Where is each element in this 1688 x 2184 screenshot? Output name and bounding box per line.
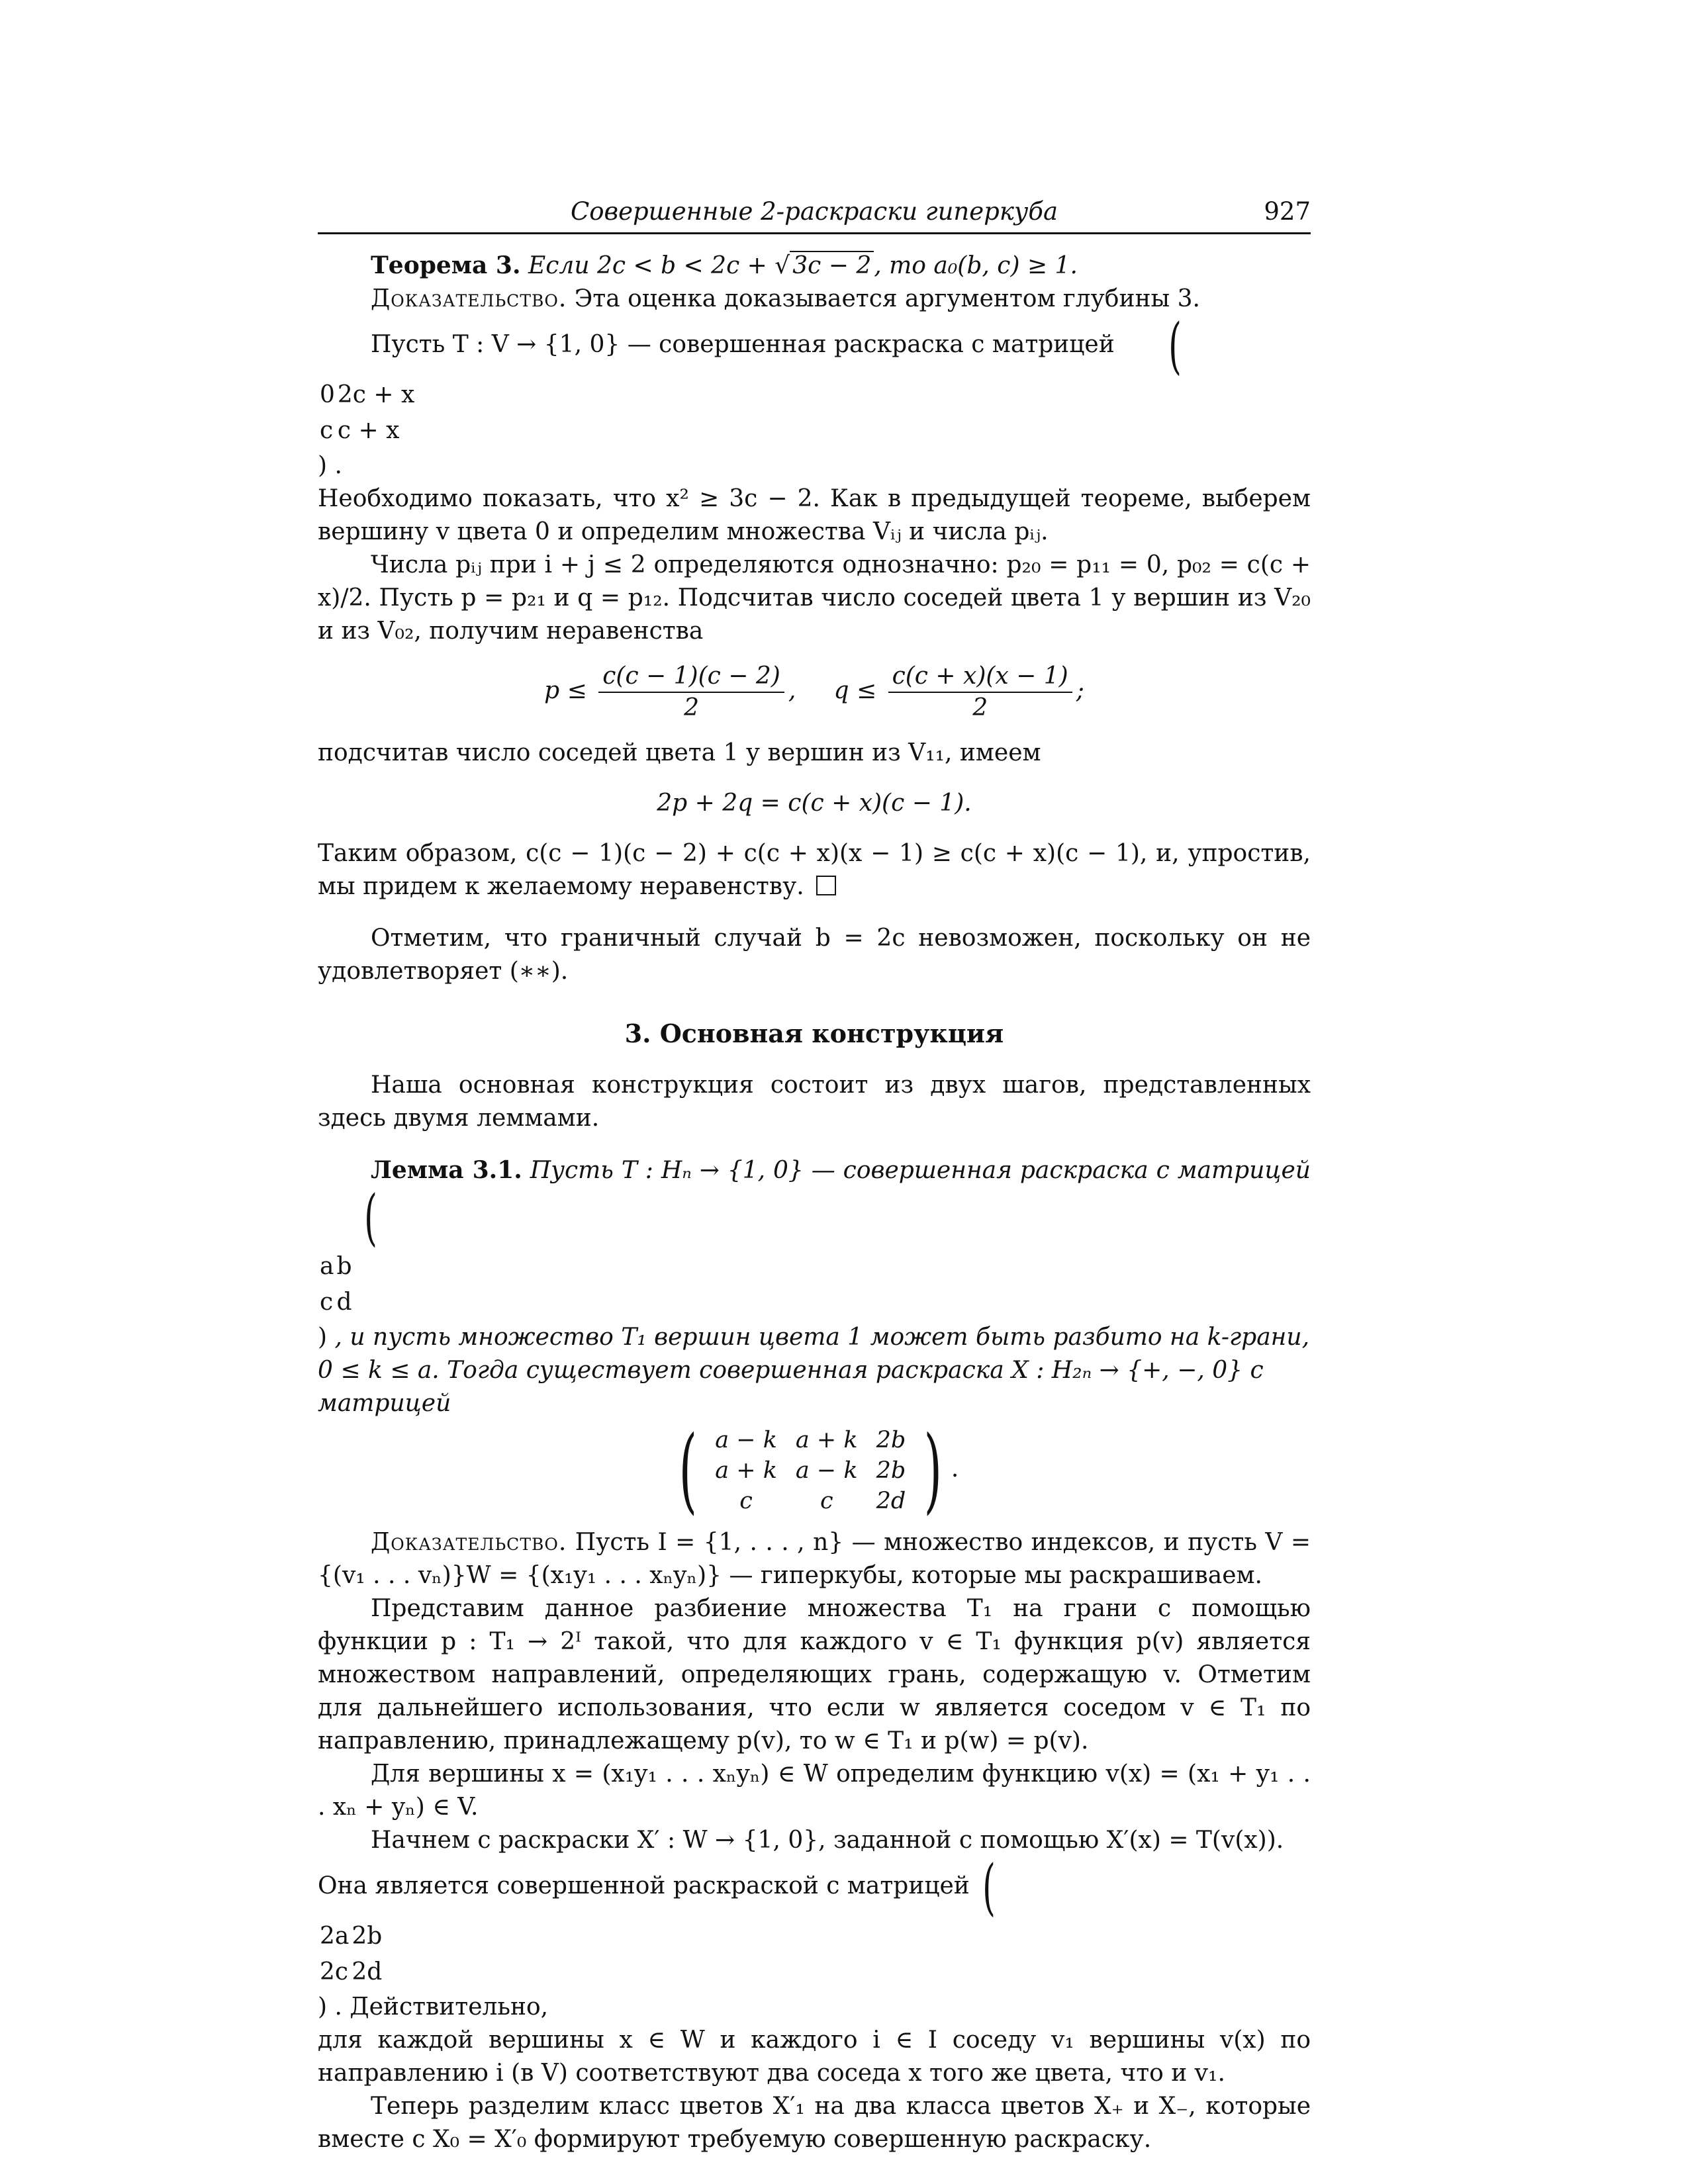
left-paren: ( [982,1852,996,1923]
running-header [318,195,1311,234]
numbers-paragraph: Числа pᵢⱼ при i + j ≤ 2 определяются однозначно: p₂₀ = p₁₁ = 0, p₀₂ = c(c + x)/2. Пусть p = p₂₁ и q = p₁₂. Подсчитав число соседей цвета 1 у вершин из V₂₀ и из V₀₂, получим неравенства [318,551,1311,645]
matrix-cell: 2c + x [337,381,415,408]
theorem-statement-end: , то a₀(b, c) ≥ 1. [874,252,1078,279]
theorem-statement-start: Если 2c < b < 2c + [528,252,775,279]
matrix-cell: b [336,1253,352,1280]
coloring-paragraph [318,310,1311,381]
perfect-text: Она является совершенной раскраской с матрицей [318,1872,970,1899]
matrix-cell: a − k [715,1427,777,1453]
sqrt-sign: √ [774,252,790,279]
matrix-cell: a [320,1253,334,1280]
theorem-label: Теорема 3. [371,251,521,279]
each-vertex-paragraph: для каждой вершины x ∈ W и каждого i ∈ I соседу v₁ вершины v(x) по направлению i (в V) соответствуют два соседа x того же цвета, что и v₁. [318,2026,1311,2087]
matrix-cell: c + x [337,417,400,444]
matrix-cell: c [320,1289,334,1316]
matrix-cell: 2d [876,1488,906,1514]
page-number: 927 [1264,197,1311,226]
matrix-cell: 0 [320,381,335,408]
matrix-cell: a − k [795,1457,858,1484]
matrix-cell: 2b [876,1457,906,1484]
vertex-function-paragraph: Для вершины x = (x₁y₁ . . . xₙyₙ) ∈ W определим функцию v(x) = (x₁ + y₁ . . . xₙ + yₙ) ∈ V. [318,1760,1311,1821]
partition-paragraph: Представим данное разбиение множества T₁ на грани с помощью функции p : T₁ → 2ᴵ такой, что для каждого v ∈ T₁ функция p(v) является множеством направлений, определяющих грань, содержащую v. Отметим для дальнейшего использования, что если w является соседом v ∈ T₁ по направлению, принадлежащему p(v), то w ∈ T₁ и p(w) = p(v). [318,1595,1311,1754]
lemma-matrix-3x3 [670,1416,951,1524]
inequalities-display [318,661,1311,723]
qed-square-icon [816,876,836,895]
proof-text: Пусть I = {1, . . . , n} — множество индексов, и пусть V = {(v₁ . . . vₙ)}W = {(x₁y₁ . . . xₙyₙ)} — гиперкубы, которые мы раскрашиваем. [318,1529,1311,1589]
page [318,195,1311,2156]
left-paren: ( [679,1416,697,1524]
perfect-matrix [977,1852,1001,1923]
p-fraction [598,661,784,723]
matrix-cell: 2d [352,1958,383,1985]
separator: , [788,677,796,704]
matrix-terminator: . [951,1455,959,1482]
thus-paragraph [318,837,1311,903]
perfect-coloring-paragraph [318,1852,1311,1923]
matrix-cell: 2b [352,1923,383,1950]
theorem-3 [318,249,1311,283]
necessary-paragraph: Необходимо показать, что x² ≥ 3c − 2. Как в предыдущей теореме, выберем вершину v цвета 0 и определим множества Vᵢⱼ и числа pᵢⱼ. [318,485,1311,545]
counting-paragraph: подсчитав число соседей цвета 1 у вершин из V₁₁, имеем [318,739,1041,766]
matrix-cell: 2b [876,1427,906,1453]
lemma-matrix-display [318,1416,1311,1524]
right-paren: ) [318,452,328,479]
split-paragraph: Теперь разделим класс цветов X′₁ на два класса цветов X₊ и X₋, которые вместе с X₀ = X′₀ формируют требуемую совершенную раскраску. [318,2093,1311,2153]
right-paren: ) [318,1993,328,2021]
proof-1 [318,283,1311,316]
q-fraction [888,661,1072,723]
matrix-cell: d [336,1289,352,1316]
matrix-cell: 2a [320,1923,350,1950]
matrix-cell: c [739,1488,753,1514]
p-numerator: c(c − 1)(c − 2) [598,661,784,693]
matrix-cell: a + k [715,1457,777,1484]
left-paren: ( [364,1182,377,1253]
lemma-matrix-small [318,1182,395,1253]
proof-label: Доказательство. [371,285,567,312]
proof-label: Доказательство. [371,1529,567,1556]
main-construction-paragraph: Наша основная конструкция состоит из двух шагов, представленных здесь двумя леммами. [318,1071,1311,1132]
proof-2 [318,1526,1311,1592]
right-paren: ) [923,1416,943,1524]
section-3-title: 3. Основная конструкция [624,1019,1004,1048]
running-title: Совершенные 2-раскраски гиперкуба [570,197,1058,226]
proof-text: Эта оценка доказывается аргументом глубины 3. [567,285,1200,312]
coloring-text: Пусть T : V → {1, 0} — совершенная раскраска с матрицей [371,331,1115,358]
theorem-sqrt-argument: 3c − 2 [790,251,874,279]
q-lhs: q ≤ [833,677,877,704]
thus-text: Таким образом, c(c − 1)(c − 2) + c(c + x)(x − 1) ≥ c(c + x)(c − 1), и, упростив, мы придем к желаемому неравенству. [318,840,1311,900]
terminator: ; [1076,677,1084,704]
matrix-cell: c [320,417,334,444]
lemma-text-2: , и пусть множество T₁ вершин цвета 1 может быть разбито на k-грани, 0 ≤ k ≤ a. Тогда существует совершенная раскраска X : H₂ₙ → {+, −, 0} с матрицей [318,1324,1310,1417]
lemma-3-1 [318,1154,1311,1253]
start-coloring-paragraph: Начнем с раскраски X′ : W → {1, 0}, заданной с помощью X′(x) = T(v(x)). [371,1827,1284,1854]
matrix-cell: a + k [795,1427,858,1453]
right-paren: ) [318,1324,328,1351]
p-lhs: p ≤ [544,677,587,704]
p-denominator: 2 [684,694,699,721]
coloring-matrix [1122,310,1199,381]
matrix-cell: 2c [320,1958,349,1985]
matrix-cell: c [820,1488,833,1514]
coloring-end: . [334,452,342,479]
left-paren: ( [1168,310,1182,381]
perfect-end: . Действительно, [334,1993,549,2021]
lemma-label: Лемма 3.1. [371,1156,522,1184]
equation-2p2q: 2p + 2q = c(c + x)(c − 1). [657,790,972,817]
note-paragraph: Отметим, что граничный случай b = 2c невозможен, поскольку он не удовлетворяет (∗∗). [318,925,1311,985]
lemma-text-1: Пусть T : Hₙ → {1, 0} — совершенная раскраска с матрицей [522,1157,1311,1184]
q-numerator: c(c + x)(x − 1) [888,661,1072,693]
q-denominator: 2 [972,694,988,721]
